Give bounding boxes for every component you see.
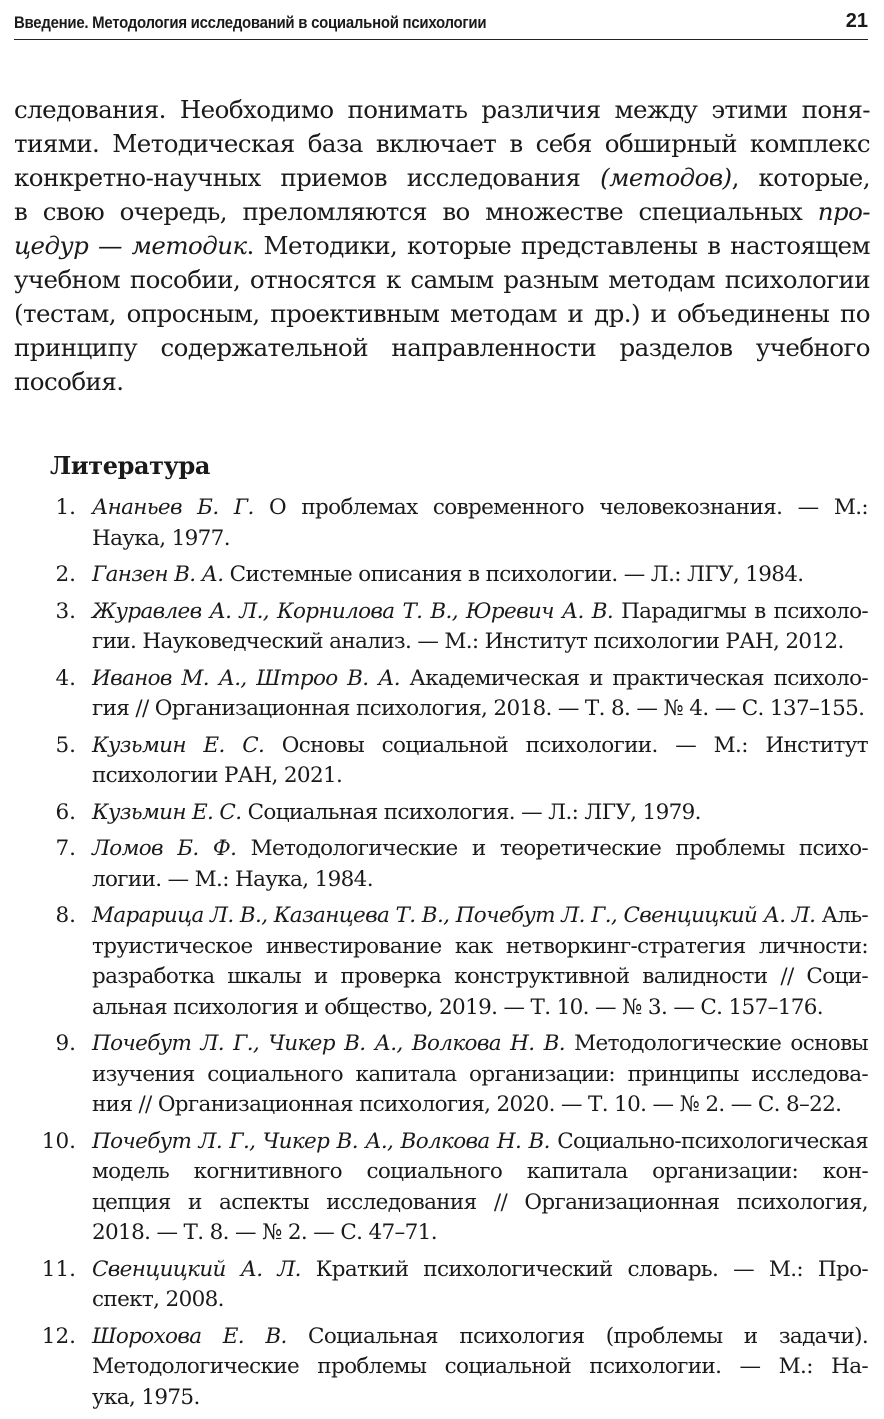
text-run: . Методики, которые представлены в настоящем <box>246 231 870 260</box>
text-line <box>92 1060 868 1091</box>
text-run: Академическая и практическая психоло- <box>399 665 869 691</box>
text-line <box>92 1127 868 1158</box>
reference-number: 12. <box>41 1323 76 1349</box>
italic-text: Журавлев А. Л., Корнилова Т. В., Юревич А. В. <box>92 598 614 624</box>
text-line <box>14 195 870 229</box>
text-run: Наука, 1977. <box>92 525 230 551</box>
text-line <box>92 1218 868 1249</box>
text-line <box>14 93 870 127</box>
text-run: гии. Науковедческий анализ. — М.: Институт психологии РАН, 2012. <box>92 629 844 654</box>
text-line <box>92 865 868 896</box>
text-run: Методологические основы <box>564 1031 868 1056</box>
italic-text: Ганзен В. А. <box>92 562 224 587</box>
text-run: ука, 1975. <box>92 1384 200 1410</box>
text-line <box>92 834 868 865</box>
text-run: следования. Необходимо понимать различия между этими поня- <box>14 95 870 124</box>
text-run: разработка шкалы и проверка конструктивной валидности // Соци- <box>92 964 868 989</box>
text-line <box>92 560 868 591</box>
text-line <box>92 1157 868 1188</box>
italic-text: Почебут Л. Г., Чикер В. А., Волкова Н. В. <box>92 1031 565 1056</box>
reference-item <box>0 1322 884 1414</box>
text-run: Социальная психология. — Л.: ЛГУ, 1979. <box>241 799 701 825</box>
italic-text: про- <box>817 197 870 226</box>
reference-item <box>0 1255 884 1316</box>
text-run: (тестам, опросным, проективным методам и др.) и объединены по <box>14 299 870 328</box>
italic-text: Свенцицкий А. Л. <box>92 1256 301 1282</box>
reference-text <box>92 1322 868 1414</box>
text-line <box>92 932 868 963</box>
reference-item <box>0 493 884 554</box>
text-line <box>92 1352 868 1383</box>
italic-text: Ломов Б. Ф. <box>92 836 237 861</box>
text-run: Методологические и теоретические проблемы психо- <box>236 836 868 861</box>
text-run: Основы социальной психологии. — М.: Институт <box>264 732 868 758</box>
text-line <box>92 493 868 524</box>
text-run: Системные описания в психологии. — Л.: ЛГУ, 1984. <box>223 562 804 587</box>
reference-text <box>92 1255 868 1316</box>
text-line <box>92 1188 868 1219</box>
text-run: труистическое инвестирование как нетворкинг-стратегия личности: <box>92 933 868 959</box>
text-line <box>92 901 868 932</box>
text-run: спект, 2008. <box>92 1287 224 1312</box>
text-run: , которые, <box>731 163 870 192</box>
reference-item <box>0 597 884 658</box>
text-run: пособия. <box>14 367 124 396</box>
references-heading: Литература <box>50 451 211 480</box>
reference-number: 1. <box>55 495 76 520</box>
reference-number: 9. <box>55 1031 76 1056</box>
italic-text: Почебут Л. Г., Чикер В. А., Волкова Н. В. <box>92 1128 550 1154</box>
reference-item <box>0 664 884 725</box>
text-run: психологии РАН, 2021. <box>92 763 343 788</box>
text-line <box>14 297 870 331</box>
text-line <box>92 1255 868 1286</box>
reference-number: 7. <box>55 836 76 861</box>
italic-text: Шорохова Е. В. <box>92 1323 287 1349</box>
reference-item <box>0 560 884 591</box>
text-line <box>14 263 870 297</box>
text-run: О проблемах современного человекознания. — М.: <box>253 495 868 520</box>
text-run: Методологические проблемы социальной психологии. — М.: На- <box>92 1354 868 1379</box>
text-run: цепция и аспекты исследования // Организационная психология, <box>92 1189 868 1215</box>
text-run: изучения социального капитала организации: принципы исследова- <box>92 1061 868 1087</box>
text-run: Парадигмы в психоло- <box>613 598 868 624</box>
reference-text <box>92 493 868 554</box>
text-run: в свою очередь, преломляются во множестве специальных <box>14 197 818 226</box>
text-run: 2018. — Т. 8. — № 2. — С. 47–71. <box>92 1220 437 1245</box>
references-list <box>0 493 884 1419</box>
text-line <box>14 229 870 263</box>
reference-item <box>0 1029 884 1121</box>
reference-text <box>92 1127 868 1249</box>
running-title: Введение. Методология исследований в социальной психологии <box>14 13 487 32</box>
text-run: учебном пособии, относятся к самым разным методам психологии <box>14 265 870 294</box>
text-line <box>92 627 868 658</box>
italic-text: Кузьмин Е. С. <box>92 732 265 758</box>
text-run: Социально-психологическая <box>549 1128 868 1154</box>
text-line <box>92 694 868 725</box>
reference-text <box>92 664 868 725</box>
reference-text <box>92 560 868 591</box>
reference-item <box>0 901 884 1023</box>
reference-number: 5. <box>55 732 76 758</box>
reference-text <box>92 834 868 895</box>
reference-text <box>92 901 868 1023</box>
text-line <box>92 524 868 555</box>
italic-text: цедур — методик <box>14 231 247 260</box>
reference-text <box>92 597 868 658</box>
text-run: логии. — М.: Наука, 1984. <box>92 866 373 892</box>
text-run: тиями. Методическая база включает в себя обширный комплекс <box>14 129 870 158</box>
italic-text: Иванов М. А., Штроо В. А. <box>92 665 400 691</box>
text-line <box>92 761 868 792</box>
reference-number: 8. <box>55 903 76 928</box>
reference-text <box>92 1029 868 1121</box>
text-run: Краткий психологический словарь. — М.: Про- <box>300 1256 868 1282</box>
reference-text <box>92 798 868 829</box>
text-line <box>92 1090 868 1121</box>
body-paragraph <box>14 93 870 399</box>
reference-number: 6. <box>55 799 76 825</box>
text-line <box>92 1383 868 1414</box>
text-run: конкретно-научных приемов исследования <box>14 163 601 192</box>
reference-item <box>0 1127 884 1249</box>
text-line <box>92 597 868 628</box>
text-run: ния // Организационная психология, 2020. — Т. 10. — № 2. — С. 8–22. <box>92 1092 842 1117</box>
text-line <box>92 664 868 695</box>
text-line <box>92 1322 868 1353</box>
text-run: гия // Организационная психология, 2018. — Т. 8. — № 4. — С. 137–155. <box>92 696 865 721</box>
reference-item <box>0 731 884 792</box>
text-run: принципу содержательной направленности разделов учебного <box>14 333 870 362</box>
reference-number: 11. <box>41 1256 76 1282</box>
text-line <box>92 731 868 762</box>
text-run: Аль- <box>815 903 868 928</box>
italic-text: Кузьмин Е. С. <box>92 799 242 825</box>
reference-number: 2. <box>55 562 76 587</box>
text-line <box>92 962 868 993</box>
reference-number: 3. <box>55 598 76 624</box>
reference-number: 10. <box>41 1128 76 1154</box>
text-line <box>92 1285 868 1316</box>
italic-text: Марарица Л. В., Казанцева Т. В., Почебут Л. Г., Свенцицкий А. Л. <box>92 903 816 928</box>
reference-text <box>92 731 868 792</box>
text-line <box>14 365 870 399</box>
page-number: 21 <box>845 10 868 32</box>
italic-text: Ананьев Б. Г. <box>92 495 254 520</box>
text-run: альная психология и общество, 2019. — Т. 10. — № 3. — С. 157–176. <box>92 994 823 1020</box>
text-line <box>14 161 870 195</box>
text-line <box>92 993 868 1024</box>
italic-text: (методов) <box>600 163 732 192</box>
text-run: Социальная психология (проблемы и задачи). <box>286 1323 868 1349</box>
reference-number: 4. <box>55 665 76 691</box>
text-run: модель когнитивного социального капитала организации: кон- <box>92 1159 868 1184</box>
text-line <box>92 798 868 829</box>
text-line <box>14 331 870 365</box>
text-line <box>92 1029 868 1060</box>
text-line <box>14 127 870 161</box>
reference-item <box>0 834 884 895</box>
reference-item <box>0 798 884 829</box>
running-head <box>14 10 868 40</box>
